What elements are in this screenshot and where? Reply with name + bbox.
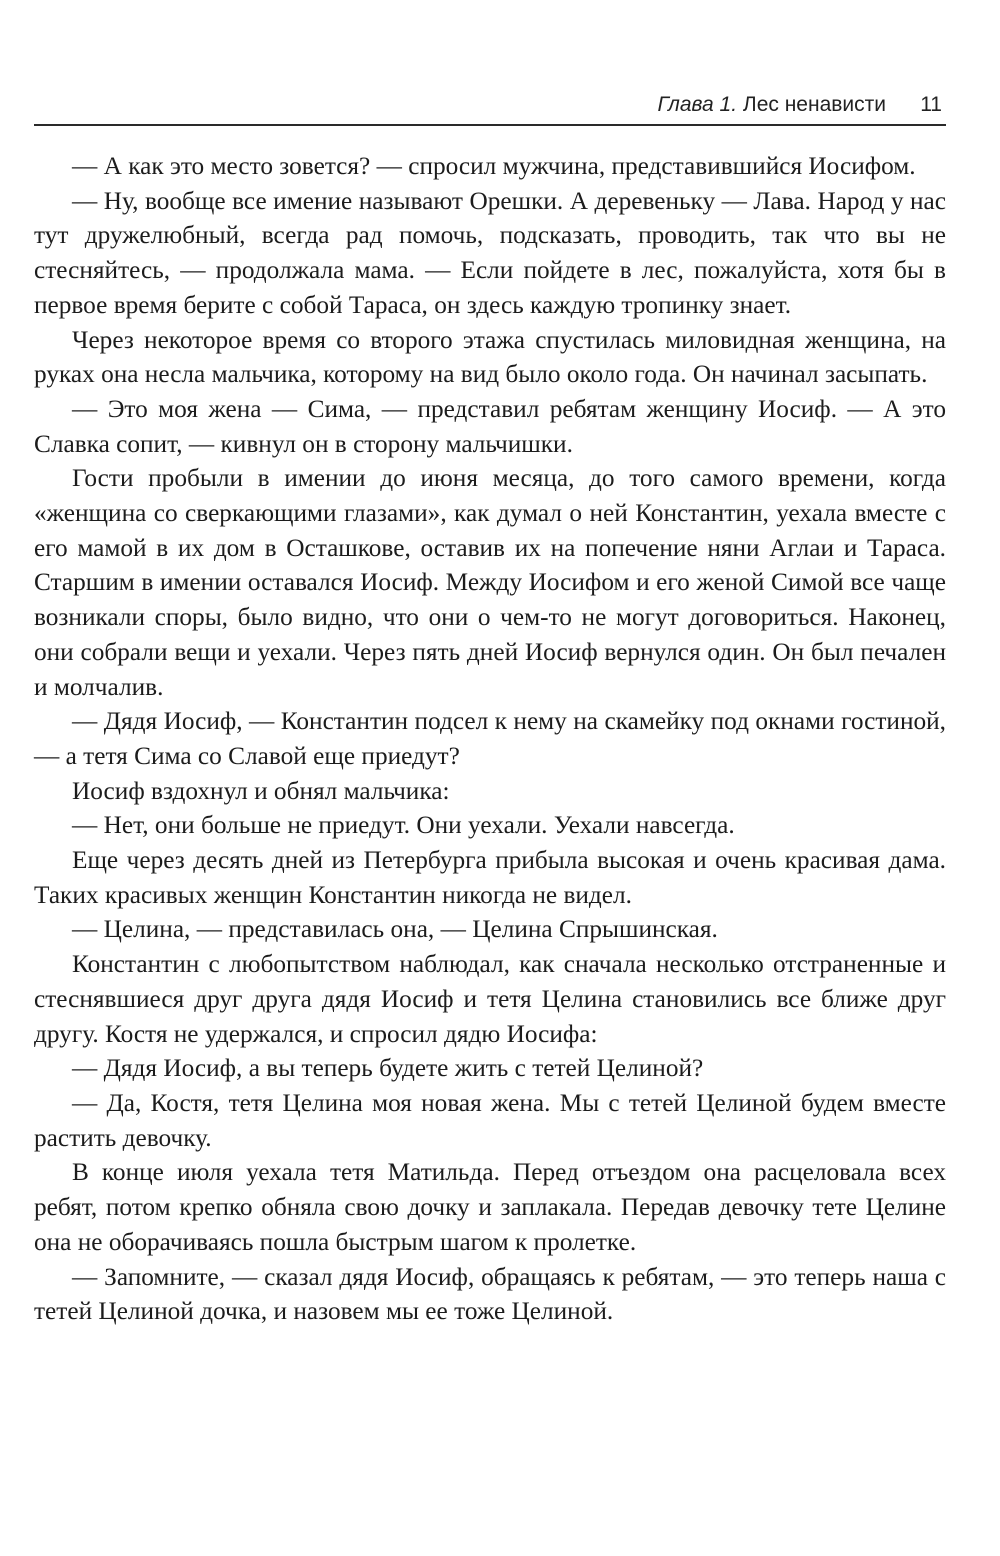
paragraph: — Запомните, — сказал дядя Иосиф, обращаясь к ребятам, — это теперь наша с тетей Целиной дочка, и назовем мы ее тоже Целиной. xyxy=(34,1262,946,1326)
paragraph: — Целина, — представилась она, — Целина Спрышинская. xyxy=(72,915,718,944)
paragraph: Еще через десять дней из Петербурга прибыла высокая и очень красивая дама. Таких красивых женщин Константин никогда не видел. xyxy=(34,846,946,909)
paragraph: Иосиф вздохнул и обнял мальчика: xyxy=(72,776,450,805)
paragraph: В конце июля уехала тетя Матильда. Перед отъездом она расцеловала всех ребят, потом крепко обняла свою дочку и заплакала. Передав девочку тете Целине она не оборачиваясь пошла быстрым шагом к пролетке. xyxy=(34,1158,946,1256)
paragraph: Через некоторое время со второго этажа спустилась миловидная женщина, на руках она несла мальчика, которому на вид было около года. Он начинал засыпать. xyxy=(34,325,946,389)
page-number: 11 xyxy=(920,93,942,116)
paragraph: — Дядя Иосиф, а вы теперь будете жить с тетей Целиной? xyxy=(72,1054,704,1083)
chapter-heading xyxy=(658,92,887,118)
paragraph: — Да, Костя, тетя Целина моя новая жена. Мы с тетей Целиной будем вместе растить девочку. xyxy=(34,1088,946,1152)
chapter-title: Лес ненависти xyxy=(742,93,886,116)
paragraph: — А как это место зовется? — спросил мужчина, представившийся Иосифом. xyxy=(72,152,916,180)
running-header xyxy=(34,90,946,126)
chapter-label: Глава 1. xyxy=(657,93,738,116)
body-text xyxy=(34,149,946,1329)
paragraph: — Это моя жена — Сима, — представил ребятам женщину Иосиф. — А это Славка сопит, — кивнул он в сторону мальчишки. xyxy=(34,394,946,458)
paragraph: — Нет, они больше не приедут. Они уехали. Уехали навсегда. xyxy=(72,811,735,840)
paragraph: — Ну, вообще все имение называют Орешки. А деревеньку — Лава. Народ у нас тут дружелюбный, всегда рад помочь, подсказать, проводить, так что вы не стесняйтесь, — продолжала мама. — Если пойдете в лес, пожалуйста, хотя бы в первое время берите с собой Тараса, он здесь каждую тропинку знает. xyxy=(34,186,946,319)
paragraph: Гости пробыли в имении до июня месяца, до того самого времени, когда «женщина со сверкающими глазами», как думал о ней Константин, уехала вместе с его мамой в их дом в Осташкове, оставив их на попечение няни Аглаи и Тараса. Старшим в имении оставался Иосиф. Между Иосифом и его женой Симой все чаще возникали споры, было видно, что они о чем-то не могут договориться. Наконец, они собрали вещи и уехали. Через пять дней Иосиф вернулся один. Он был печален и молчалив. xyxy=(34,464,946,701)
paragraph: Константин с любопытством наблюдал, как сначала несколько отстраненные и стеснявшиеся друг друга дядя Иосиф и тетя Целина становились все ближе друг другу. Костя не удержался, и спросил дядю Иосифа: xyxy=(34,950,946,1048)
paragraph: — Дядя Иосиф, — Константин подсел к нему на скамейку под окнами гостиной, — а тетя Сима со Славой еще приедут? xyxy=(34,707,946,770)
